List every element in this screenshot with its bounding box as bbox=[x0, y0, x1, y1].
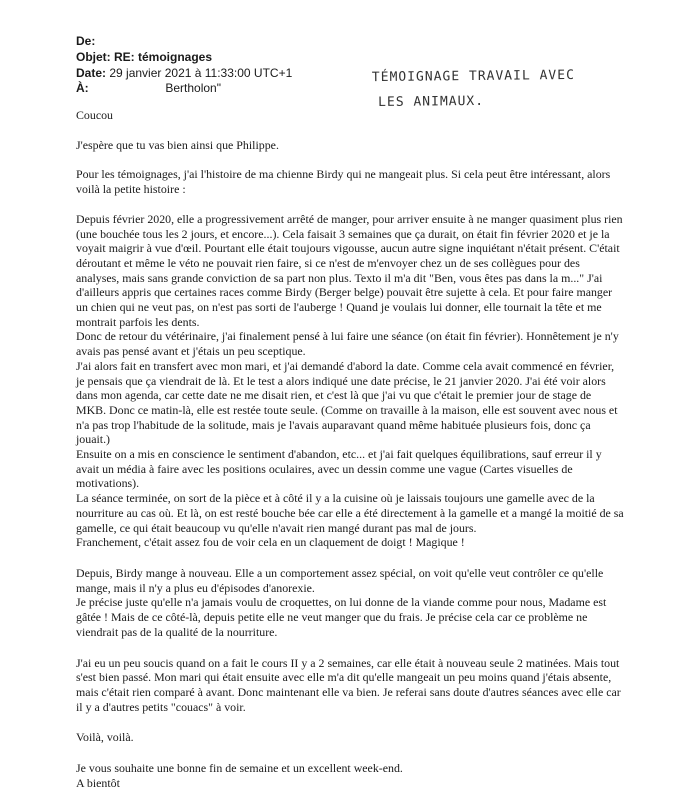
sign-off: A bientôt bbox=[76, 775, 120, 790]
greeting: Coucou bbox=[76, 108, 113, 122]
paragraph: Je vous souhaite une bonne fin de semaine et un excellent week-end. bbox=[76, 761, 403, 776]
to-label: À: bbox=[76, 81, 89, 95]
email-from-line bbox=[76, 34, 99, 49]
email-subject-line bbox=[76, 50, 212, 65]
paragraph: Depuis, Birdy mange à nouveau. Elle a un comportement assez spécial, on voit qu'elle veut contrôler ce qu'elle mange, mais il n'y a plus eu d'épisodes d'anorexie. bbox=[76, 565, 604, 595]
from-label: De: bbox=[76, 34, 96, 48]
date-label: Date: bbox=[76, 66, 107, 80]
paragraph: La séance terminée, on sort de la pièce et à côté il y a la cuisine où je laissais toujours une gamelle avec de la nourriture au cas où. Et là, on est resté bouche bée car elle a été directement à la gamelle et a mangé la moitié de sa gamelle, ce qui était beaucoup vu qu'elle n'avait rien mangé durant pas mal de jours. bbox=[76, 491, 624, 535]
paragraph: Je précise juste qu'elle n'a jamais voulu de croquettes, on lui donne de la viande comme pour nous, Madame est gâtée ! Mais de ce côté-là, depuis petite elle ne veut manger que du frais. Je précise cela car ce problème ne viendrait pas de la qualité de la nourriture. bbox=[76, 595, 607, 639]
paragraph: Voilà, voilà. bbox=[76, 730, 134, 745]
paragraph: Donc de retour du vétérinaire, j'ai finalement pensé à lui faire une séance (on était fin février). Honnêtement je n'y avais pas pensé avant et j'étais un peu sceptique. bbox=[76, 329, 619, 359]
date-value: 29 janvier 2021 à 11:33:00 UTC+1 bbox=[109, 66, 293, 80]
paragraph: J'ai eu un peu soucis quand on a fait le cours II y a 2 semaines, car elle était à nouveau seule 2 matinées. Mais tout s'est bien passé. Mon mari qui était ensuite avec elle m'a dit qu'elle mangeait un peu moins quand j'étais absente, mais c'était rien comparé à avant. Donc maintenant elle va bien. Je referai sans doute d'autres séances avec elle car il y a d'autres petits "couacs" à voir. bbox=[76, 655, 621, 714]
handwritten-line-1: TÉMOIGNAGE TRAVAIL AVEC bbox=[371, 67, 575, 86]
paragraph: J'ai alors fait en transfert avec mon mari, et j'ai demandé d'abord la date. Comme cela avait commencé en février, je pensais que ça viendrait de là. Et le test a alors indiqué une date précise, le 21 janvier 2020. J'ai été voir alors dans mon agenda, car cette date ne me disait rien, et c'est là que j'ai vu que c'était le premier jour de stage de MKB. Donc ce matin-là, elle est restée toute seule. (Comme on travaille à la maison, elle est souvent avec nous et n'a pas trop l'habitude de la solitude, mais je l'avais auparavant quand même habituée plusieurs fois, donc ça jouait.) bbox=[76, 358, 618, 447]
subject-label: Objet: RE: témoignages bbox=[76, 50, 213, 64]
paragraph: J'espère que tu vas bien ainsi que Philippe. bbox=[76, 137, 279, 152]
handwritten-line-2: LES ANIMAUX. bbox=[378, 93, 485, 110]
paragraph: Depuis février 2020, elle a progressivement arrêté de manger, pour arriver ensuite à ne manger quasiment plus rien (une bouchée tous les 2 jours, et encore...). Cela faisait 3 semaines que ça durait, on était fin février 2020 et je la voyait maigrir à vue d'œil. Pourtant elle était toujours vigousse, aucun autre signe inquiétant n'était présent. C'était déroutant et même le véto ne pouvait rien faire, si ce n'est de m'envoyer chez un de ses collègues pour des analyses, mais sans grande conviction de sa part non plus. Texto il m'a dit "Ben, vous êtes pas dans la m..." J'ai d'ailleurs appris que certaines races comme Birdy (Berger belge) pouvait être sujette à cela. Et pour faire manger un chien qui ne veut pas, on n'est pas sorti de l'auberge ! Quand je voulais lui donner, elle tournait la tête et me montrait parfois les dents. bbox=[76, 211, 623, 329]
email-to-line bbox=[76, 81, 221, 96]
letter-body bbox=[76, 108, 624, 790]
paragraph: Ensuite on a mis en conscience le sentiment d'abandon, etc... et j'ai fait quelques équilibrations, sauf erreur il y avait un média à faire avec les positions oculaires, avec un dessin comme une vague (Cartes visuelles de motivations). bbox=[76, 447, 602, 491]
email-date-line bbox=[76, 66, 292, 81]
paragraph: Franchement, c'était assez fou de voir cela en un claquement de doigt ! Magique ! bbox=[76, 535, 465, 550]
to-value: Bertholon" bbox=[165, 81, 221, 95]
paragraph: Pour les témoignages, j'ai l'histoire de ma chienne Birdy qui ne mangeait plus. Si cela peut être intéressant, alors voilà la petite histoire : bbox=[76, 167, 611, 197]
